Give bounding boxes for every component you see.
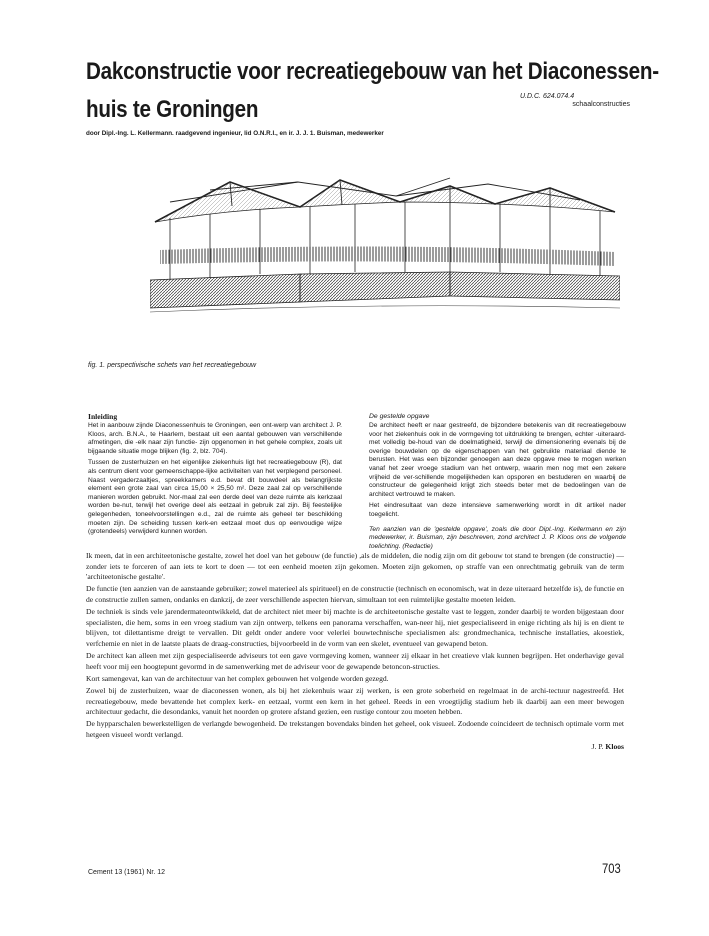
section-heading-gestelde-opgave: De gestelde opgave [369, 413, 430, 420]
author-line: door Dipl.-Ing. L. Kellermann. raadgevend ingenieur, lid O.N.R.I., en ir. J. J. 1. Buisman, medewerker [86, 130, 384, 137]
section-heading-inleiding: Inleiding [88, 412, 118, 421]
paragraph: Kort samengevat, kan van de architectuur van het complex gebouwen het volgende worden gezegd. [86, 673, 389, 683]
paragraph: De architect heeft er naar gestreefd, de bijzondere betekenis van dit recreatiegebouw voor het ziekenhuis ook in de vormgeving tot uitdrukking te brengen, echter -uiteraard- met volledig be-houd van de doelmatigheid, terwijl de dimensionering evenals bij de overige bouwdelen op de eigenschappen van het gebruikte materiaal diende te berusten. Het was een bijzonder genoegen aan deze opgave mee te mogen werken vanaf het zeer vroege stadium van het ontwerp, waarin men nog met een zekere vrijheid de ver-schillende mogelijkheden kan opsporen en bestuderen en waarbij de constructeur de gelegenheid krijgt zich steeds beter met de bedoelingen van de architect vertrouwd te maken. [369, 422, 626, 498]
architect-statement [86, 551, 624, 753]
signature [86, 742, 624, 753]
paragraph: Ik meen, dat in een architeetonische gestalte, zowel het doel van het gebouw (de functie) ,als de middelen, die nodig zijn om dit gebouw tot stand te brengen (de constructie) — zonder iets te forceren of aan iets te kort te doen — tot een eenheid moeten zijn gekomen. Moeten zijn gekomen, op straffe van een onrechtmatig gebruik van de term 'architeetonische gestalte'. [86, 551, 624, 582]
udc-code: U.D.C. 624.074.4 [520, 93, 575, 100]
paragraph: Het eindresultaat van deze intensieve samenwerking wordt in dit artikel nader toegelicht. [369, 502, 626, 518]
paragraph: De hypparschalen bewerkstelligen de verlangde bewogenheid. De trekstangen bovendaks binden het geheel, ook visueel. Zodoende coincideert de technisch optimale vorm met hetgeen visueel wordt verlangd. [86, 719, 624, 740]
signature-name: Kloos [605, 742, 624, 752]
building-sketch-image [150, 162, 620, 322]
right-column [369, 412, 626, 554]
paragraph: De functie (ten aanzien van de aanstaande gebruiker; zowel materieel als spiritueel) en de constructie (technisch en economisch, wat in deze uiteraard hetzelfde is), de functie en de constructie zullen samen, ondanks en dankzij, de zeer verschillende aspecten hiervan, simultaan tot een ruimtelijke gestalte moeten leiden. [86, 584, 624, 604]
signature-initials: J. P. [591, 742, 606, 752]
editorial-note: Ten aanzien van de 'gestelde opgave', zoals die door Dipl.-Ing. Kellermann en zijn medewerker, ir. Buisman, zijn beschreven, zond architect J. P. Kloos ons de volgende toelichting. (Redactie) [369, 525, 626, 550]
title-line-2: huis te Groningen [86, 96, 259, 123]
figure-caption: fig. 1. perspectivische schets van het recreatiegebouw [88, 362, 257, 369]
paragraph: Tussen de zusterhuizen en het eigenlijke ziekenhuis ligt het recreatiegebouw (R), dat als centrum dient voor gemeenschappe-lijke activiteiten van het verplegend personeel. Naast vergaderzaaltjes, spreekkamers e.d. bevat dit bouwdeel als belangrijkste element een grote zaal van circa 15,00 × 25,50 m². Deze zaal zal op verschillende manieren worden gebruikt. Nor-maal zal een derde deel van deze ruimte als kerkzaal worden be-nut, terwijl het overige deel als eetzaal in gebruik zal zijn. Bij feestelijke gelegenheden, toneelvoorstellingen e.d., zal de ruimte als geheel ter beschikking moeten zijn. De scheiding tussen kerk-en eetzaal moet dus op eenvoudige wijze (grotendeels) verwijderd kunnen worden. [88, 459, 342, 536]
page-number: 703 [602, 860, 621, 876]
paragraph: Zowel bij de zusterhuizen, waar de diaconessen wonen, als bij het ziekenhuis waar zij werken, is een grote soberheid en regelmaat in de archi-tectuur nagestreefd. Het recreatiegebouw, mede bevattende het complex kerk- en eetzaal, vormt een kern in het geheel. Reeds in een vroegtijdig stadium heb ik daarbij aan een meer bewogen architectuur gedacht, die desondanks, vanuit het noorden op grotere afstand gezien, een rustige contour zou moeten hebben. [86, 686, 624, 717]
udc-subject: schaalconstructies [572, 101, 630, 108]
journal-reference: Cement 13 (1961) Nr. 12 [88, 869, 166, 876]
left-column [88, 412, 342, 540]
paragraph: De architect kan alleen met zijn gespecialiseerde adviseurs tot een gave vormgeving komen, wanneer zij elkaar in het creatieve vlak kunnen begrijpen. Het onderhavige geval heeft voor mij een hoogtepunt gevormd in de samenwerking met de adviseur voor de gewapende betoncon-structies. [86, 651, 624, 671]
paragraph: De techniek is sinds vele jarendermateontwikkeld, dat de architect niet meer bij machte is de architeetonische gestalte vast te leggen, zonder daarbij te worden bijgestaan door specialisten, die hem, soms in een vroeg stadium van zijn ontwerp, telkens een panorama verschaffen, wan-neer hij, niet gespecialiseerd in enige richting als hij is en dient te blijven, tot dilettantisme dreigt te vervallen. Dit geldt onder andere voor velerlei bouwtechnische specialismen als: grondmechanica, technische installaties, akoestiek, verfchemie en niet in de laatste plaats de draag-constructies, bijvoorbeeld in de vorm van een skelet, eventueel van gewapend beton. [86, 607, 624, 648]
title-line-1: Dakconstructie voor recreatiegebouw van het Diaconessen- [86, 58, 659, 85]
paragraph: Het in aanbouw zijnde Diaconessenhuis te Groningen, een ont-werp van architect J. P. Kloos, arch. B.N.A., te Haarlem, bestaat uit een aantal gebouwen van verschillende afmetingen, die -elk naar zijn functie- zijn opgenomen in het gehele complex, zoals uit bijgaande situatie moge blijken (fig. 2, blz. 704). [88, 422, 342, 455]
article-title [86, 56, 659, 126]
udc-classification [520, 93, 630, 108]
